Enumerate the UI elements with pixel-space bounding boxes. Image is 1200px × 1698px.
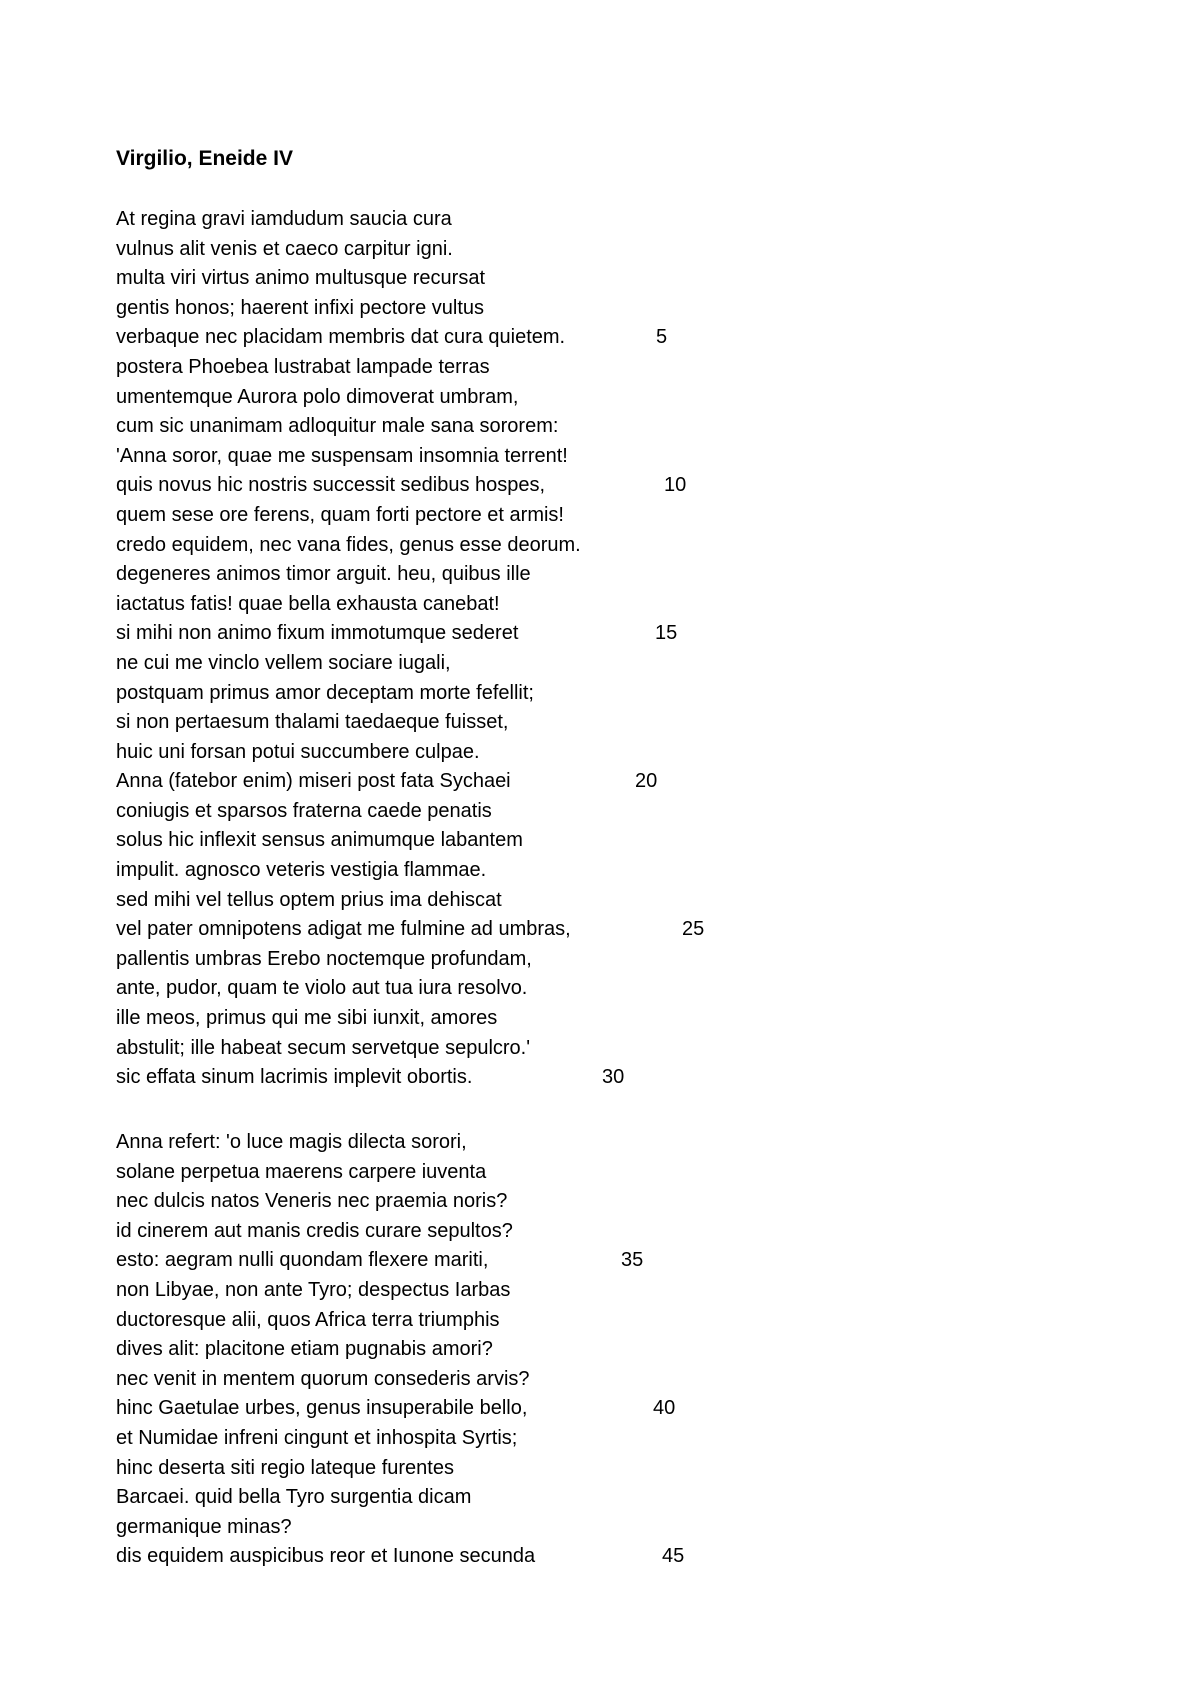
verse-line [116,1158,876,1188]
verse-line [116,679,876,709]
verse-line [116,1128,876,1158]
verse-line [116,560,876,590]
document-title: Virgilio, Eneide IV [116,147,293,170]
verse-text: et Numidae infreni cingunt et inhospita Syrtis; [116,1426,518,1449]
verse-text: credo equidem, nec vana fides, genus esse deorum. [116,533,581,556]
verse-line [116,1424,876,1454]
line-number: 35 [621,1249,644,1272]
verse-line [116,442,876,472]
verse-line [116,1542,876,1572]
verse-text: gentis honos; haerent infixi pectore vultus [116,296,484,319]
line-number: 15 [655,622,678,645]
verse-text: vulnus alit venis et caeco carpitur igni. [116,237,453,260]
verse-line [116,383,876,413]
verse-text: nec venit in mentem quorum consederis arvis? [116,1367,530,1390]
verse-text: non Libyae, non ante Tyro; despectus Iarbas [116,1278,511,1301]
verse-line [116,235,876,265]
verse-line [116,708,876,738]
verse-line [116,974,876,1004]
line-number: 20 [635,770,658,793]
verse-text: multa viri virtus animo multusque recursat [116,267,486,290]
verse-line [116,1454,876,1484]
verse-text: Barcaei. quid bella Tyro surgentia dicam [116,1486,472,1509]
verse-line [116,412,876,442]
verse-line [116,1246,876,1276]
verse-text: sed mihi vel tellus optem prius ima dehiscat [116,888,502,911]
verse-line [116,1513,876,1543]
verse-line [116,915,876,945]
verse-line [116,353,876,383]
stanza-2 [116,1128,876,1572]
verse-line [116,856,876,886]
verse-text: 'Anna soror, quae me suspensam insomnia terrent! [116,444,568,467]
verse-text: postera Phoebea lustrabat lampade terras [116,355,490,378]
verse-text: cum sic unanimam adloquitur male sana sororem: [116,415,559,438]
line-number: 5 [656,326,668,349]
line-number: 25 [682,918,705,941]
verse-text: sic effata sinum lacrimis implevit obortis. [116,1066,473,1089]
verse-line [116,826,876,856]
stanza-1 [116,205,876,1093]
verse-text: abstulit; ille habeat secum servetque sepulcro.' [116,1036,531,1059]
verse-text: degeneres animos timor arguit. heu, quibus ille [116,563,531,586]
verse-line [116,531,876,561]
verse-text: coniugis et sparsos fraterna caede penatis [116,799,492,822]
verse-text: At regina gravi iamdudum saucia cura [116,208,452,230]
verse-text: impulit. agnosco veteris vestigia flammae. [116,859,487,882]
verse-text: pallentis umbras Erebo noctemque profundam, [116,947,532,970]
verse-text: huic uni forsan potui succumbere culpae. [116,740,480,763]
verse-line [116,945,876,975]
verse-line [116,1335,876,1365]
verse-text: quis novus hic nostris successit sedibus hospes, [116,474,546,497]
verse-text: si non pertaesum thalami taedaeque fuisset, [116,711,509,734]
verse-text: hinc Gaetulae urbes, genus insuperabile bello, [116,1397,528,1420]
line-number: 45 [662,1545,685,1568]
verse-line [116,205,876,235]
verse-line [116,1306,876,1336]
verse-text: quem sese ore ferens, quam forti pectore et armis! [116,503,564,526]
verse-line [116,797,876,827]
verse-text: hinc deserta siti regio lateque furentes [116,1456,454,1479]
line-number: 40 [653,1397,676,1420]
verse-line [116,501,876,531]
verse-text: esto: aegram nulli quondam flexere mariti, [116,1249,489,1272]
verse-line [116,264,876,294]
verse-line [116,1217,876,1247]
verse-text: nec dulcis natos Veneris nec praemia noris? [116,1190,508,1213]
verse-text: Anna refert: 'o luce magis dilecta sorori, [116,1131,467,1153]
verse-line [116,767,876,797]
line-number: 10 [664,474,687,497]
verse-line [116,649,876,679]
verse-text: dis equidem auspicibus reor et Iunone secunda [116,1545,536,1568]
verse-line [116,590,876,620]
verse-line [116,1276,876,1306]
verse-line [116,1483,876,1513]
verse-text: Anna (fatebor enim) miseri post fata Sychaei [116,770,511,793]
verse-line [116,323,876,353]
verse-line [116,886,876,916]
verse-text: umentemque Aurora polo dimoverat umbram, [116,385,519,408]
verse-line [116,1034,876,1064]
verse-text: si mihi non animo fixum immotumque sederet [116,622,519,645]
verse-text: postquam primus amor deceptam morte fefellit; [116,681,534,704]
verse-text: vel pater omnipotens adigat me fulmine ad umbras, [116,918,571,941]
verse-text: solane perpetua maerens carpere iuventa [116,1160,487,1183]
verse-line [116,1004,876,1034]
verse-text: iactatus fatis! quae bella exhausta canebat! [116,592,500,615]
verse-text: dives alit: placitone etiam pugnabis amori? [116,1338,493,1361]
verse-line [116,294,876,324]
verse-line [116,1365,876,1395]
verse-line [116,1063,876,1093]
verse-text: ante, pudor, quam te violo aut tua iura resolvo. [116,977,528,1000]
line-number: 30 [602,1066,625,1089]
verse-text: id cinerem aut manis credis curare sepultos? [116,1219,513,1242]
verse-text: germanique minas? [116,1515,292,1538]
verse-text: solus hic inflexit sensus animumque labantem [116,829,523,852]
verse-line [116,619,876,649]
verse-text: ne cui me vinclo vellem sociare iugali, [116,651,451,674]
verse-line [116,1187,876,1217]
verse-line [116,738,876,768]
verse-text: verbaque nec placidam membris dat cura quietem. [116,326,566,349]
verse-text: ductoresque alii, quos Africa terra triumphis [116,1308,500,1331]
verse-line [116,471,876,501]
verse-line [116,1394,876,1424]
verse-text: ille meos, primus qui me sibi iunxit, amores [116,1007,498,1030]
